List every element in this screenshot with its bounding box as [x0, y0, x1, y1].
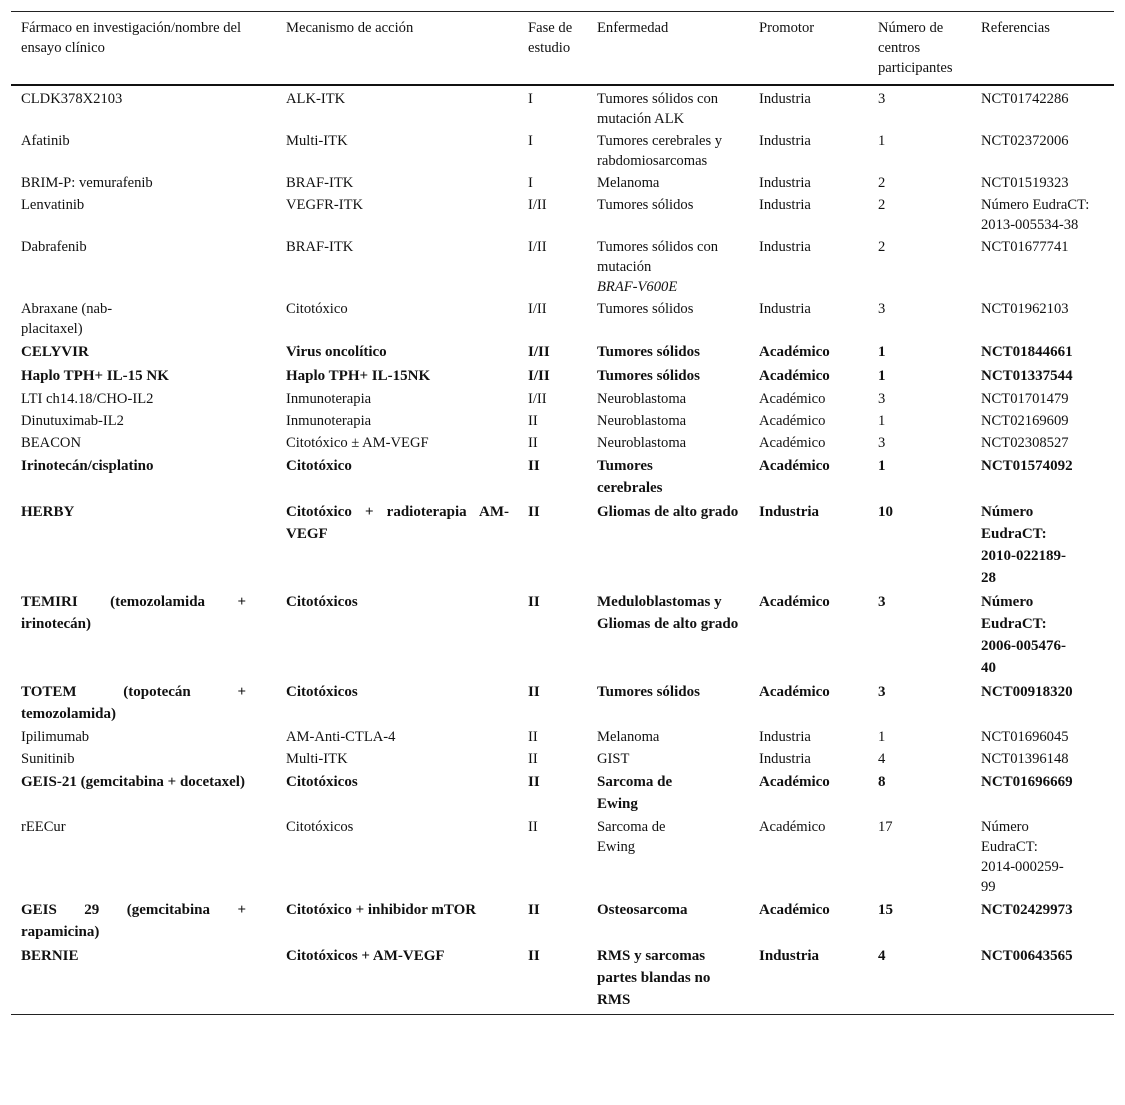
cell-mecanismo: Inmunoterapia [286, 413, 372, 429]
cell-mecanismo [276, 500, 518, 590]
table-row [11, 432, 1114, 454]
cell-fase: II [528, 729, 538, 745]
cell-farmaco: Lenvatinib [21, 197, 85, 213]
cell-centros: 2 [878, 197, 886, 213]
cell-enfermedad: Tumores cerebrales [597, 458, 663, 496]
table-row [11, 194, 1114, 236]
table-row [11, 364, 1114, 388]
cell-fase: I/II [528, 197, 547, 213]
header-promotor: Promotor [749, 12, 868, 86]
cell-enfermedad: GIST [597, 751, 630, 767]
cell-promotor: Académico [759, 344, 830, 360]
cell-enfermedad: Meduloblastomas y Gliomas de alto grado [597, 594, 739, 632]
cell-farmaco: Sunitinib [21, 751, 75, 767]
cell-centros: 3 [878, 684, 886, 700]
cell-centros: 1 [878, 729, 886, 745]
cell-promotor: Industria [759, 239, 811, 255]
cell-farmaco [11, 898, 276, 944]
cell-enfermedad: Tumores sólidos [597, 684, 700, 700]
cell-centros: 1 [878, 458, 886, 474]
cell-enfermedad: Melanoma [597, 729, 660, 745]
cell-promotor: Industria [759, 175, 811, 191]
cell-centros: 3 [878, 435, 886, 451]
cell-promotor: Industria [759, 504, 820, 520]
cell-centros: 1 [878, 413, 886, 429]
table-row [11, 85, 1114, 130]
cell-referencia: Número EudraCT: 2013-005534-38 [981, 197, 1090, 233]
cell-referencia: NCT01396148 [981, 751, 1069, 767]
cell-farmaco [11, 680, 276, 726]
cell-mecanismo: VEGFR-ITK [286, 197, 364, 213]
cell-mecanismo: Citotóxico [286, 301, 348, 317]
cell-fase: II [528, 684, 540, 700]
cell-enfermedad-text: Tumores sólidos con mutación [597, 239, 719, 275]
cell-fase: II [528, 413, 538, 429]
cell-mecanismo-text: Citotóxico + inhibidor mTOR [286, 902, 477, 918]
cell-farmaco: Haplo TPH+ IL-15 NK [21, 368, 169, 384]
cell-centros: 2 [878, 239, 886, 255]
table-row [11, 726, 1114, 748]
cell-mecanismo: BRAF-ITK [286, 175, 354, 191]
cell-enfermedad: Osteosarcoma [597, 902, 688, 918]
cell-promotor: Industria [759, 751, 811, 767]
cell-referencia: NCT01962103 [981, 301, 1069, 317]
cell-fase: I/II [528, 368, 550, 384]
cell-promotor: Industria [759, 729, 811, 745]
cell-promotor: Académico [759, 391, 826, 407]
cell-farmaco: CELYVIR [21, 344, 89, 360]
cell-fase: II [528, 458, 540, 474]
cell-farmaco-text: TEMIRI (temozolamida + irinotecán) [21, 594, 246, 632]
cell-fase: I/II [528, 301, 547, 317]
cell-mecanismo: Citotóxicos [286, 684, 358, 700]
cell-enfermedad: Tumores sólidos [597, 301, 694, 317]
cell-referencia: NCT01696669 [981, 774, 1073, 790]
cell-mecanismo: Multi-ITK [286, 751, 348, 767]
cell-enfermedad: Tumores cerebrales y rabdomiosarcomas [597, 133, 723, 169]
cell-enfermedad-mutation: BRAF-V600E [597, 279, 678, 295]
cell-fase: I [528, 91, 533, 107]
cell-farmaco-text: GEIS-21 (gemcitabina + docetaxel) [21, 774, 245, 790]
table-row [11, 236, 1114, 298]
cell-farmaco: Abraxane (nab-placitaxel) [21, 301, 113, 337]
cell-mecanismo [276, 944, 518, 1015]
cell-centros: 1 [878, 368, 886, 384]
cell-farmaco: CLDK378X2103 [21, 91, 123, 107]
cell-enfermedad: Neuroblastoma [597, 435, 687, 451]
cell-promotor: Industria [749, 944, 868, 1015]
cell-referencia: NCT00918320 [981, 684, 1073, 700]
cell-promotor: Académico [759, 594, 830, 610]
cell-mecanismo [276, 898, 518, 944]
cell-promotor: Industria [759, 133, 811, 149]
cell-mecanismo: Citotóxicos [286, 819, 354, 835]
cell-enfermedad: Sarcoma de Ewing [597, 819, 666, 855]
table-row [11, 388, 1114, 410]
cell-farmaco: Ipilimumab [21, 729, 90, 745]
cell-promotor: Académico [759, 435, 826, 451]
cell-mecanismo: AM-Anti-CTLA-4 [286, 729, 396, 745]
cell-promotor: Académico [759, 368, 830, 384]
cell-mecanismo: Haplo TPH+ IL-15NK [286, 368, 431, 384]
cell-fase: I [528, 175, 533, 191]
cell-promotor: Industria [759, 91, 811, 107]
cell-farmaco [11, 590, 276, 680]
cell-farmaco: BEACON [21, 435, 81, 451]
cell-mecanismo-text: Citotóxico + radioterapia AM-VEGF [286, 504, 509, 542]
cell-promotor: Industria [759, 197, 811, 213]
cell-farmaco: HERBY [21, 504, 75, 520]
cell-referencia: Número EudraCT: 2014-000259-99 [981, 819, 1064, 895]
cell-centros: 3 [878, 91, 886, 107]
cell-farmaco: Dinutuximab-IL2 [21, 413, 124, 429]
cell-referencia: NCT02169609 [981, 413, 1069, 429]
table-row [11, 944, 1114, 1015]
cell-referencia: NCT01519323 [981, 175, 1069, 191]
cell-enfermedad: Neuroblastoma [597, 413, 687, 429]
cell-farmaco: rEECur [21, 819, 66, 835]
cell-referencia: NCT01696045 [981, 729, 1069, 745]
table-row [11, 748, 1114, 770]
header-centros: Número de centros participantes [868, 12, 971, 86]
cell-referencia: NCT02429973 [981, 902, 1073, 918]
cell-fase: II [528, 819, 538, 835]
header-row [11, 12, 1114, 86]
cell-mecanismo: Multi-ITK [286, 133, 348, 149]
cell-enfermedad: Tumores sólidos [597, 368, 700, 384]
cell-farmaco: LTI ch14.18/CHO-IL2 [21, 391, 154, 407]
cell-farmaco: Irinotecán/cisplatino [21, 458, 154, 474]
cell-enfermedad [587, 236, 749, 298]
cell-fase: I [528, 133, 533, 149]
cell-centros: 8 [878, 774, 886, 790]
cell-fase: II [528, 594, 540, 610]
cell-enfermedad: Tumores sólidos [597, 197, 694, 213]
cell-centros: 3 [878, 301, 886, 317]
cell-centros: 15 [878, 902, 893, 918]
cell-referencia: NCT01574092 [981, 458, 1073, 474]
cell-mecanismo: BRAF-ITK [286, 239, 354, 255]
table-row [11, 816, 1114, 898]
cell-referencia: NCT02308527 [981, 435, 1069, 451]
cell-mecanismo: Citotóxicos [286, 774, 358, 790]
cell-mecanismo: Citotóxico [286, 458, 352, 474]
cell-referencia: Número EudraCT: 2010-022189-28 [981, 504, 1066, 586]
table-row [11, 590, 1114, 680]
cell-mecanismo: Inmunoterapia [286, 391, 372, 407]
cell-referencia: NCT01677741 [981, 239, 1069, 255]
cell-enfermedad: Tumores sólidos con mutación ALK [597, 91, 719, 127]
cell-enfermedad: Sarcoma de Ewing [597, 774, 673, 812]
table-row [11, 410, 1114, 432]
cell-referencia: NCT01742286 [981, 91, 1069, 107]
cell-farmaco: BRIM-P: vemurafenib [21, 175, 153, 191]
cell-referencia: NCT02372006 [981, 133, 1069, 149]
cell-promotor: Académico [759, 413, 826, 429]
table-row [11, 340, 1114, 364]
cell-enfermedad: Neuroblastoma [597, 391, 687, 407]
cell-centros: 4 [878, 751, 886, 767]
cell-fase: II [528, 774, 540, 790]
cell-referencia: NCT00643565 [971, 944, 1114, 1015]
cell-mecanismo: Virus oncolítico [286, 344, 387, 360]
table-row [11, 770, 1114, 816]
cell-centros: 2 [878, 175, 886, 191]
table-row [11, 298, 1114, 340]
table-row [11, 130, 1114, 172]
cell-farmaco: Afatinib [21, 133, 70, 149]
cell-promotor: Industria [759, 301, 811, 317]
clinical-trials-table [11, 11, 1114, 1015]
cell-referencia: NCT01844661 [981, 344, 1073, 360]
header-mecanismo: Mecanismo de acción [276, 12, 518, 86]
cell-promotor: Académico [759, 774, 830, 790]
cell-fase: I/II [528, 239, 547, 255]
cell-fase: II [528, 504, 540, 520]
cell-referencia: NCT01337544 [981, 368, 1073, 384]
table-row [11, 680, 1114, 726]
cell-mecanismo: Citotóxicos [286, 594, 358, 610]
cell-enfermedad: Melanoma [597, 175, 660, 191]
table-row [11, 172, 1114, 194]
cell-enfermedad: Tumores sólidos [597, 344, 700, 360]
cell-enfermedad: Gliomas de alto grado [597, 504, 739, 520]
table-row [11, 454, 1114, 500]
cell-referencia: Número EudraCT: 2006-005476-40 [981, 594, 1066, 676]
header-fase: Fase de estudio [518, 12, 587, 86]
cell-centros: 3 [878, 594, 886, 610]
table-row [11, 898, 1114, 944]
cell-fase: II [528, 435, 538, 451]
cell-fase: II [518, 944, 587, 1015]
cell-centros: 10 [878, 504, 893, 520]
cell-fase: II [528, 751, 538, 767]
cell-promotor: Académico [759, 684, 830, 700]
cell-mecanismo-text: Citotóxicos + AM-VEGF [286, 948, 445, 964]
cell-farmaco-text: TOTEM (topotecán + temozolamida) [21, 684, 246, 722]
cell-fase: I/II [528, 344, 550, 360]
cell-promotor: Académico [759, 902, 830, 918]
cell-centros: 1 [878, 133, 886, 149]
cell-farmaco [11, 770, 276, 816]
cell-centros: 17 [878, 819, 893, 835]
cell-promotor: Académico [759, 819, 826, 835]
cell-centros: 4 [868, 944, 971, 1015]
header-farmaco: Fármaco en investigación/nombre del ensayo clínico [11, 12, 276, 86]
table-row [11, 500, 1114, 590]
cell-farmaco-text: GEIS 29 (gemcitabina + rapamicina) [21, 902, 246, 940]
cell-mecanismo: Citotóxico ± AM-VEGF [286, 435, 429, 451]
cell-fase: I/II [528, 391, 547, 407]
cell-referencia: NCT01701479 [981, 391, 1069, 407]
cell-farmaco: BERNIE [11, 944, 276, 1015]
cell-centros: 1 [878, 344, 886, 360]
cell-enfermedad: RMS y sarcomas partes blandas no RMS [587, 944, 749, 1015]
header-enfermedad: Enfermedad [587, 12, 749, 86]
cell-mecanismo: ALK-ITK [286, 91, 346, 107]
cell-centros: 3 [878, 391, 886, 407]
cell-promotor: Académico [759, 458, 830, 474]
header-referencias: Referencias [971, 12, 1114, 86]
cell-farmaco: Dabrafenib [21, 239, 87, 255]
cell-fase: II [528, 902, 540, 918]
